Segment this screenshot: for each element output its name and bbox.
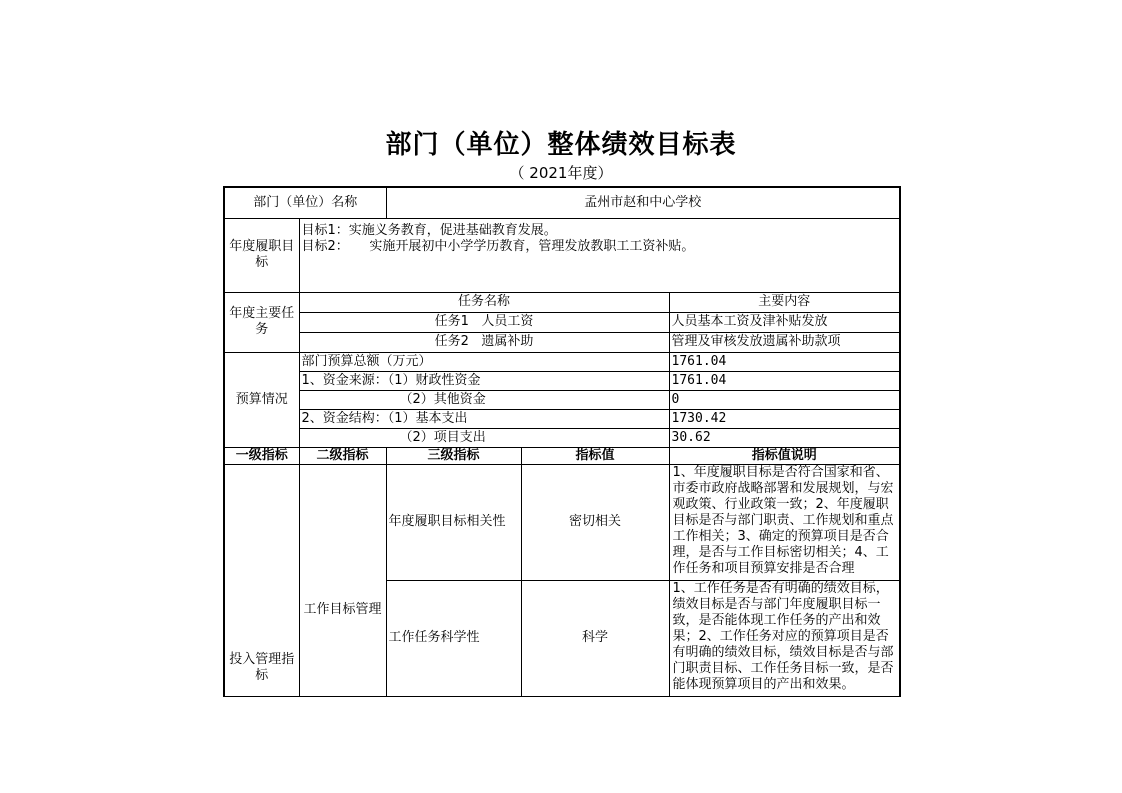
task-content: 管理及审核发放遗属补助款项 (669, 332, 900, 352)
indicator-row (224, 464, 900, 580)
tasks-label: 年度主要任务 (224, 292, 299, 352)
header-level3: 三级指标 (386, 447, 521, 464)
tasks-header-content: 主要内容 (669, 292, 900, 312)
budget-row-value: 30.62 (669, 428, 900, 447)
budget-label: 预算情况 (224, 352, 299, 447)
indicator-value: 科学 (521, 580, 669, 696)
indicator-level2: 工作目标管理 (299, 464, 386, 696)
budget-row (224, 390, 900, 409)
tasks-header-name: 任务名称 (299, 292, 669, 312)
budget-row (224, 371, 900, 390)
header-value: 指标值 (521, 447, 669, 464)
budget-row-value: 1730.42 (669, 409, 900, 428)
task-row (224, 312, 900, 332)
performance-table (223, 186, 901, 697)
annual-goal-label: 年度履职目标 (224, 218, 299, 292)
indicator-value: 密切相关 (521, 464, 669, 580)
task-name: 任务1 人员工资 (299, 312, 669, 332)
budget-row-label: （2）项目支出 (299, 428, 669, 447)
annual-goal-line-2: 目标2： 实施开展初中小学学历教育，管理发放教职工工资补贴。 (301, 238, 695, 254)
budget-row-value: 1761.04 (669, 371, 900, 390)
indicator-desc-text: 1、年度履职目标是否符合国家和省、市委市政府战略部署和发展规划，与宏观政策、行业政策一致；2、年度履职目标是否与部门职责、工作规划和重点工作相关；3、确定的预算项目是否合理，是否与工作目标密切相关；4、工作任务和项目预算安排是否合理 (672, 464, 894, 576)
budget-row-value: 0 (669, 390, 900, 409)
annual-goal-row (224, 218, 900, 292)
budget-row (224, 428, 900, 447)
page-subtitle: （ 2021年度） (509, 164, 613, 182)
indicator-desc (669, 464, 900, 580)
budget-row (224, 352, 900, 371)
unit-row (224, 187, 900, 218)
page-title: 部门（单位）整体绩效目标表 (385, 130, 737, 160)
budget-row-label: 1、资金来源：（1）财政性资金 (299, 371, 669, 390)
task-content: 人员基本工资及津补贴发放 (669, 312, 900, 332)
indicator-level3: 年度履职目标相关性 (386, 464, 521, 580)
indicator-header-row (224, 447, 900, 464)
indicator-level3: 工作任务科学性 (386, 580, 521, 696)
annual-goal-line-1: 目标1：实施义务教育，促进基础教育发展。 (301, 222, 557, 238)
unit-value: 孟州市赵和中心学校 (386, 187, 900, 218)
unit-label: 部门（单位）名称 (224, 187, 386, 218)
header-level1: 一级指标 (224, 447, 299, 464)
budget-row-label: （2）其他资金 (299, 390, 669, 409)
budget-row-label: 2、资金结构：（1）基本支出 (299, 409, 669, 428)
indicator-level1: 投入管理指标 (224, 464, 299, 696)
header-level2: 二级指标 (299, 447, 386, 464)
tasks-header-row (224, 292, 900, 312)
task-name: 任务2 遗属补助 (299, 332, 669, 352)
indicator-desc-text: 1、工作任务是否有明确的绩效目标，绩效目标是否与部门年度履职目标一致，是否能体现工作任务的产出和效果；2、工作任务对应的预算项目是否有明确的绩效目标，绩效目标是否与部门职责目标、工作任务目标一致，是否能体现预算项目的产出和效果。 (672, 580, 894, 692)
header-desc: 指标值说明 (669, 447, 900, 464)
budget-row (224, 409, 900, 428)
budget-row-label: 部门预算总额（万元） (299, 352, 669, 371)
indicator-desc (669, 580, 900, 696)
task-row (224, 332, 900, 352)
budget-row-value: 1761.04 (669, 352, 900, 371)
annual-goal-text (299, 218, 900, 292)
